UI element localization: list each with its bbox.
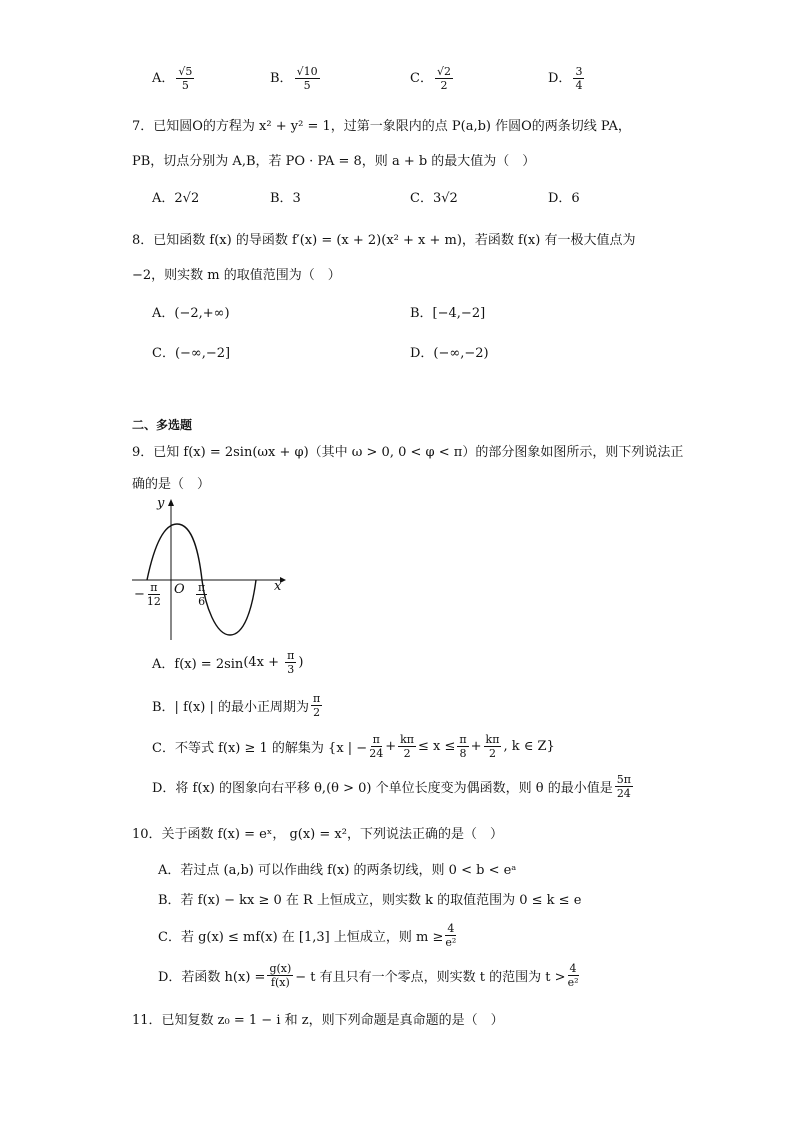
denominator: 3 [287, 663, 295, 676]
denominator: f(x) [270, 976, 290, 989]
denominator: 2 [489, 747, 496, 760]
q8-option-c: C．(−∞,−2] [152, 346, 231, 361]
numerator: π [459, 733, 467, 746]
q9-stem-line1: 9．已知 f(x) = 2sin(ωx + φ)（其中 ω > 0, 0 < φ < π）的部分图象如图所示，则下列说法正 [132, 445, 684, 460]
numerator: √5 [178, 65, 193, 78]
numerator: √2 [436, 65, 451, 78]
q7-stem-line2: PB，切点分别为 A,B，若 PO · PA = 8，则 a + b 的最大值为（ ） [132, 154, 536, 169]
option-text: − t 有且只有一个零点，则实数 t 的范围为 t > [295, 970, 566, 985]
q8-stem-line1: 8．已知函数 f(x) 的导函数 f′(x) = (x + 2)(x² + x + m)，若函数 f(x) 有一极大值点为 [132, 233, 636, 248]
operator: + [385, 739, 397, 754]
option-text: A．f(x) = 2sin [152, 657, 244, 672]
numerator: 4 [569, 962, 577, 975]
numerator: 5π [616, 773, 631, 786]
graph-left-tick [134, 582, 163, 607]
q6-option-d [548, 66, 586, 91]
denominator: 2 [440, 79, 448, 92]
operator: + [470, 739, 482, 754]
option-label: B． [270, 71, 293, 86]
q9-stem-line2: 确的是（ ） [132, 477, 211, 492]
numerator: π [313, 692, 321, 705]
fraction [311, 693, 322, 718]
graph-right-tick [194, 582, 209, 607]
minus-sign: − [134, 587, 145, 602]
numerator: kπ [485, 733, 500, 746]
denominator: e² [445, 936, 457, 949]
fraction [285, 650, 296, 675]
y-axis-arrow [168, 499, 174, 506]
numerator: kπ [400, 733, 415, 746]
q7-stem-line1: 7．已知圆O的方程为 x² + y² = 1，过第一象限内的点 P(a,b) 作圆O的两条切线 PA， [132, 119, 631, 134]
denominator: 4 [575, 79, 583, 92]
fraction [369, 734, 383, 759]
fraction [573, 66, 584, 91]
numerator: π [198, 581, 206, 594]
sine-graph [128, 494, 288, 644]
q6-option-a [152, 66, 196, 91]
q6-option-c [410, 66, 455, 91]
graph-y-label: y [157, 496, 165, 511]
denominator: 8 [459, 747, 467, 760]
q9-option-c [152, 734, 555, 759]
q7-option-d: D．6 [548, 191, 580, 206]
q7-option-c: C．3√2 [410, 191, 458, 206]
section-heading: 二、多选题 [132, 418, 193, 432]
fraction [398, 734, 416, 759]
q8-option-d: D．(−∞,−2) [410, 346, 489, 361]
operator: ≤ x ≤ [418, 739, 456, 754]
q11-stem: 11．已知复数 z₀ = 1 − i 和 z，则下列命题是真命题的是（ ） [132, 1013, 504, 1028]
fraction [295, 66, 320, 91]
fraction [176, 66, 194, 91]
option-text: D．若函数 h(x) = [158, 970, 266, 985]
denominator: 2 [313, 706, 321, 719]
q7-option-b: B．3 [270, 191, 301, 206]
fraction [457, 734, 468, 759]
option-label: C． [410, 71, 433, 86]
option-text: B．| f(x) | 的最小正周期为 [152, 700, 309, 715]
q8-option-b: B．[−4,−2] [410, 306, 486, 321]
fraction [435, 66, 453, 91]
denominator: 24 [369, 747, 384, 760]
option-label: A． [152, 71, 175, 86]
numerator: √10 [296, 65, 318, 78]
graph-x-label: x [274, 579, 282, 594]
fraction [484, 734, 502, 759]
numerator: 3 [575, 65, 583, 78]
option-text: C．若 g(x) ≤ mf(x) 在 [1,3] 上恒成立，则 m ≥ [158, 930, 444, 945]
fraction [568, 963, 579, 988]
numerator: g(x) [269, 962, 292, 975]
graph-origin-label: O [174, 582, 185, 597]
q10-option-a: A．若过点 (a,b) 可以作曲线 f(x) 的两条切线，则 0 < b < eᵃ [158, 863, 517, 878]
option-text: D．将 f(x) 的图象向右平移 θ,(θ > 0) 个单位长度变为偶函数，则 θ 的最小值是 [152, 781, 613, 796]
fraction [267, 963, 293, 988]
fraction [147, 582, 161, 607]
numerator: π [372, 733, 380, 746]
q9-option-b [152, 693, 324, 718]
option-text: ) [298, 655, 304, 670]
numerator: 4 [447, 922, 455, 935]
denominator: e² [567, 976, 579, 989]
denominator: 12 [146, 595, 161, 608]
option-text: , k ∈ Z} [503, 739, 555, 754]
q10-option-c [158, 923, 458, 948]
q10-option-d [158, 963, 581, 988]
denominator: 6 [198, 595, 206, 608]
numerator: π [150, 581, 158, 594]
q6-option-b [270, 66, 322, 91]
q9-option-d [152, 774, 635, 799]
q10-stem: 10．关于函数 f(x) = eˣ， g(x) = x²，下列说法正确的是（ ） [132, 827, 503, 842]
fraction [196, 582, 207, 607]
denominator: 24 [616, 787, 631, 800]
denominator: 5 [303, 79, 311, 92]
q9-option-a [152, 650, 303, 675]
fraction [615, 774, 633, 799]
numerator: π [287, 649, 295, 662]
q10-option-b: B．若 f(x) − kx ≥ 0 在 R 上恒成立，则实数 k 的取值范围为 0 ≤ k ≤ e [158, 893, 582, 908]
q7-option-a: A．2√2 [152, 191, 200, 206]
fraction [445, 923, 456, 948]
option-label: D． [548, 71, 572, 86]
option-text: C．不等式 f(x) ≥ 1 的解集为 {x | − [152, 741, 368, 756]
option-text: (4x + [243, 655, 284, 670]
q8-stem-line2: −2，则实数 m 的取值范围为（ ） [132, 268, 341, 283]
denominator: 2 [403, 747, 411, 760]
denominator: 5 [181, 79, 189, 92]
q8-option-a: A．(−2,+∞) [152, 306, 230, 321]
